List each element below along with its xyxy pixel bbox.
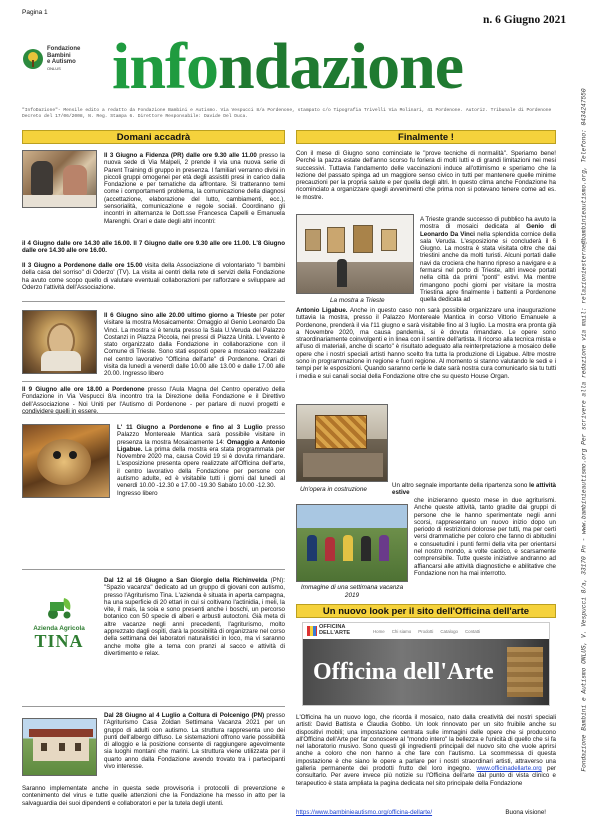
page-label: Pagina 1	[22, 9, 48, 16]
training-photo	[22, 150, 97, 208]
caption-trieste: La mostra a Trieste	[330, 297, 385, 304]
divider	[22, 381, 285, 382]
article-ligabue-pordenone: Antonio Ligabue. Anche in questo caso non sarà possibile organizzare una inaugurazione tuttavia la mostra, presso il Palazzo Montereale Mantica in corso Vittorio Emanuele a Pordenone, prenderà il via l'11 giugno e sarà visitabile fino al 3 luglio. La mostra era pronta già a Novembre 2020, ma causa pandemia, si è dovuta rimandare. Le opere sono straordinariamente coinvolgenti e in linea con il sentire dell'artista. Il ricorso alla tecnica mista e all'uso di materiali, anche di scarto" è risultato adeguato alla reinterpretazione a mosaico delle opere che i nostri speciali artisti hanno scelto fra tutta la produzione di Ligabue. Altre mostre sono in programmazione in regione e fuori regione. Al momento si stanno valutando le sedi e i tempi per le esposizioni. Quando saranno certe le date sarà nostra cura comunicarlo sia tu tutti i media e sui canali social della Fondazione oltre che su questo House Organ.	[296, 307, 556, 380]
left-section-heading: Domani accadrà	[22, 130, 285, 144]
divider	[22, 413, 285, 414]
article-new-website-footer: https://www.bambinieautismo.org/officina-dellarte/ Buona visione!	[296, 809, 546, 816]
article-summer-activities: che inizieranno questo mese in due agriturismi. Anche queste attività, tanto gradite dai gruppi di persone che le hanno sperimentate negli anni scorsi, rappresentano un nuovo inizio dopo un periodo di restrizioni dolorose per tutti, ma per certi versi drammatiche per coloro che fanno di abitudini e consuetudini i punti fermi della vita per orientarsi nel nostro mondo, a volte caotico, e scarsamente comprensibile. Tutte queste iniziative andranno ad affiancarsi alle attività diagnostiche e abilitative che Fondazione non ha mai interrotto.	[414, 497, 556, 577]
officina-website-screenshot[interactable]: OFFICINA DELL'ARTE Home Chi siamo Prodotti Catalogo Contatti Officina dell'Arte	[302, 622, 550, 706]
nav-contatti[interactable]: Contatti	[464, 629, 481, 634]
work-in-progress-photo	[296, 404, 388, 482]
article-summer-activities-lead: Un altro segnale importante della ripartenza sono le attività estive	[392, 482, 556, 497]
nav-chi-siamo[interactable]: Chi siamo	[391, 629, 412, 634]
article-fidenza-dates: il 4 Giugno dalle ore 14.30 alle 16.00. Il 7 Giugno dalle ore 9.30 alle ore 11.00. L'8 Giugno dalle ore 14.30 alle ore 16.00.	[22, 240, 285, 255]
caption-works: Un'opera in costruzione	[300, 486, 367, 493]
divider	[22, 706, 285, 707]
foundation-page-link[interactable]: https://www.bambinieautismo.org/officina-dellarte/	[296, 809, 433, 816]
masthead-rest: ndazione	[218, 30, 464, 103]
right-section-heading: Finalmente !	[296, 130, 556, 144]
divider	[22, 569, 285, 570]
website-banner: Officina dell'Arte	[303, 639, 549, 705]
finalmente-intro: Con il mese di Giugno sono cominciate le "prove tecniche di normalità". Speriamo bene! Perché la pazza estate dell'anno scorso fu foriera di molti lutti e di grandi limitazioni nei mesi successivi. Tuttavia l'andamento delle vaccinazioni induce all'ottimismo e speriamo che la lezione del passato spinga ad un maggiore senso civico in tutti per mantenere quelle minime precauzioni per la propria salute e per quella degli altri. In questo clima anche Fondazione ha ricominciato a organizzare quegli avvenimenti che prima non si potevano tenere come ad es. le mostre.	[296, 150, 556, 201]
logo-line-2: Bambini	[47, 52, 71, 59]
logo-sub: ONLUS	[47, 65, 61, 71]
article-trieste: Il 6 Giugno sino alle 20.00 ultimo giorno a Trieste per poter visitare la mostra Mosaicamente: Omaggio al Genio Leonardo Da Vinci. La mostra si è tenuta presso la Sala U.Veruda del Palazzo Costanzi in Piazza Piccola, nei pressi di Piazza Unità. L'evento è stato organizzato dalla Fondazione in collaborazione con il Comune di Trieste. Sono stati esposti opere a mosaico realizzate nel centro lavorativo "Officina dell'arte" di Pordenone. Orari di visita da lunedì a venerdì dalle 10.00 alle 13.00 e dalle 17.00 alle 20.00. Ingresso libero	[104, 312, 285, 378]
article-new-website: L'Officina ha un nuovo logo, che ricorda il mosaico, nato dalla creatività dei nostri speciali artisti: David Battista e Claudia Gobbo. Un look rinnovato per un sito fruibile anche su dispositivi mobili; una impostazione centrata sulle immagini delle opere che si producono all'Officina dell'Arte per far conoscere al "mondo intero" la bellezza e l'unicità di quello che si fa nel laboratorio musivo. Sono questi gli ingredienti principali del nuovo sito che vuole aprirsi anche a coloro che non hanno a che fare con l'autismo. La scommessa di questa impostazione è che siano le opere a parlare per i nostri straordinari artisti, attraverso una galleria permanente dei prodotti frutto del loro ingegno. www.officinadellarte.org per consultarlo. Per avere invece più notizie su l'Officina dell'arte dal punto di vista clinico e terapeutico è stata ampliata la pagina dedicata nel sito principale della Fondazione	[296, 714, 556, 787]
article-fidenza: Il 3 Giugno a Fidenza (PR) dalle ore 9.30 alle 11.00 presso la nuova sede di Via Malpeli, 2 prende il via una nuova serie di Parent Training di gruppo in presenza. I familiari verranno divisi in piccoli gruppi omogenei per età degli assistiti presi in carico dalla Fondazione e per tematiche da affrontare. Si tratteranno temi come i comportamenti problema, la comunicazione della diagnosi (accettazione, elaborazione del lutto, cambiamenti, ecc.), sensorialità, comunicazione e regole sociali. Coordinano gli incontri in alternanza le Dott.sse Francesca Capelli e Emanuela Marenghi. Orari e date degli altri incontri:	[104, 152, 285, 225]
nav-home[interactable]: Home	[373, 629, 385, 634]
article-oderzo: Il 3 Giugno a Pordenone dalle ore 15.00 visita della Associazione di volontariato "I bambini della casa del sorriso" di Oderzo' (TV). La visita ai centri della rete di servizi della Fondazione ha avuto come scopo quello di valutare eventuali collaborazioni per rafforzare e sviluppare ad Oderzo l'attività dell'Associazione.	[22, 262, 285, 291]
article-casa-zoldan: Dal 28 Giugno al 4 Luglio a Coltura di Polcenigo (PN) presso l'Agriturismo Casa Zoldan Settimana Vacanza 2021 per un gruppo di adulti con autismo. La struttura rappresenta uno dei punti dell'albergo diffuso. Le sistemazioni offrono varie possibilità di alloggio e la posizione consente di raggiungere agevolmente sia luoghi montani che marini. La struttura viene utilizzata per il quarto anno dalla Fondazione avendo trovato tra i partecipanti vivo interesse.	[104, 712, 285, 771]
issue-number: n. 6 Giugno 2021	[483, 14, 567, 26]
casa-zoldan-photo	[22, 718, 97, 776]
mosaic-logo-icon	[307, 626, 317, 636]
tree-logo-icon	[22, 48, 44, 70]
masthead-info: info	[112, 30, 219, 103]
tina-logo: Azienda Agricola TINA	[26, 596, 92, 648]
masthead-title	[112, 30, 512, 104]
vertical-contact-strip: Fondazione Bambini e Autismo ONLUS, V. Vespucci 8/a, 33170 Pn - www.bambinieautismo.org Per scrivere alla redazione via mail: relazioniesterne@bambinieautismo.org, Telefono: 0434247550	[580, 88, 588, 772]
article-tina: Dal 12 al 16 Giugno a San Giorgio della Richinvelda (PN): "Spazio vacanza" dedicato ad un gruppo di giovani con autismo, presso l'Agriturismo Tina. L'azienda è situata in aperta campagna, ha una superficie di 20 ettari in cui si coltivano l'actinidia, i meli, la vite, il mais, la soia e sono presenti anche i boschi, un percorso botanico con 50 specie di alberi e arbusti autoctoni. Già meta di altre vacanze negli anni precedenti, l'agriturismo, molto apprezzato dagli ospiti, darà la possibilità di organizzare nel corso della settimana dei laboratori naturalistici in loco, ma vi saranno anche molte gite a tema con pranzi al sacco e attività di divertimento e relax.	[104, 577, 285, 657]
trieste-exhibition-photo	[296, 214, 414, 294]
article-trieste-success: A Trieste grande successo di pubblico ha avuto la mostra di mosaici dedicata al Genio di Leonardo Da Vinci nella splendida cornice della sala Veruda. L'esposizione si concluderà il 6 Giugno. La mostra è stata visitata oltre che dai triestini anche da molti turisti. Alcuni portati dalle navi da crociera che hanno ripreso a navigare e a fermarsi nel porto di Trieste, altri invece portati nella città da primi "ponti" estivi. Ma mentre rimangono pochi giorni per visitare la mostra Triestina apre finalmente i battenti a Pordenone quella dedicata ad	[420, 216, 556, 304]
article-aula-magna: Il 9 Giugno alle ore 18.00 a Pordenone presso l'Aula Magna del Centro operativo della Fondazione in Via Vespucci 8/a incontro tra la Direzione della Fondazione e il Direttivo dell'Associazione - Noi Uniti per l'Autismo di Pordenone - per parlare di nuovi progetti e condividere quelli in essere.	[22, 386, 285, 415]
imprint-text: "InfoDazione"- Mensile edito a redatto da Fondazione Bambini e Autismo. Via Vespucci 8/a Pordenone, stampato c/o Tipografia Trivelli Via Molinari, 41 Pordenone. Autoriz. Tribunale di Pordenone Decreto del 17/06/2008, N. Reg. Stampa 6. Direttore Responsabile: Davide Del Duca.	[22, 108, 552, 119]
site-section-heading: Un nuovo look per il sito dell'Officina dell'arte	[296, 604, 556, 618]
foundation-logo[interactable]	[22, 46, 102, 76]
caption-vacation: Immagine di una settimana vacanza 2019	[300, 584, 404, 599]
article-casa-zoldan-protocols: Saranno implementate anche in questa sede provvisoria i protocolli di prevenzione e contenimento del virus e tutte quelle attenzioni che la Fondazione ha messo in atto per la salvaguardia dei suoi dipendenti e collaboratori e per la tutela degli utenti.	[22, 785, 285, 807]
nav-prodotti[interactable]: Prodotti	[418, 629, 434, 634]
logo-line-3: e Autismo	[47, 59, 76, 66]
leonardo-mosaic-photo	[22, 310, 97, 374]
website-nav	[373, 629, 480, 634]
logo-line-1: Fondazione	[47, 46, 81, 52]
ligabue-mosaic-photo	[22, 424, 110, 498]
officina-link[interactable]: www.officinadellarte.org	[476, 765, 542, 773]
divider	[22, 301, 285, 302]
article-ligabue: L' 11 Giugno a Pordenone e fino al 3 Luglio presso Palazzo Montereale Mantica sarà possibile visitare in presenza la mostra Mosaicamente 14: Omaggio a Antonio Ligabue. La prima della mostra era stata programmata per Novembre 2020 ma, causa Covid 19 si è dovuta rimandare. L'esposizione presenta opere realizzate all'Officina dell'arte, il centro lavorativo della Fondazione per persone con autismo adulte, ed è visitabile tutti i giorni dal lunedì al venerdì 10.00 -12.30 e 17.00 -19.30 Sabato 10.00 -12.30. Ingresso libero	[117, 424, 285, 497]
vacation-photo	[296, 504, 408, 582]
tractor-leaf-icon	[44, 596, 74, 620]
nav-catalogo[interactable]: Catalogo	[440, 629, 458, 634]
